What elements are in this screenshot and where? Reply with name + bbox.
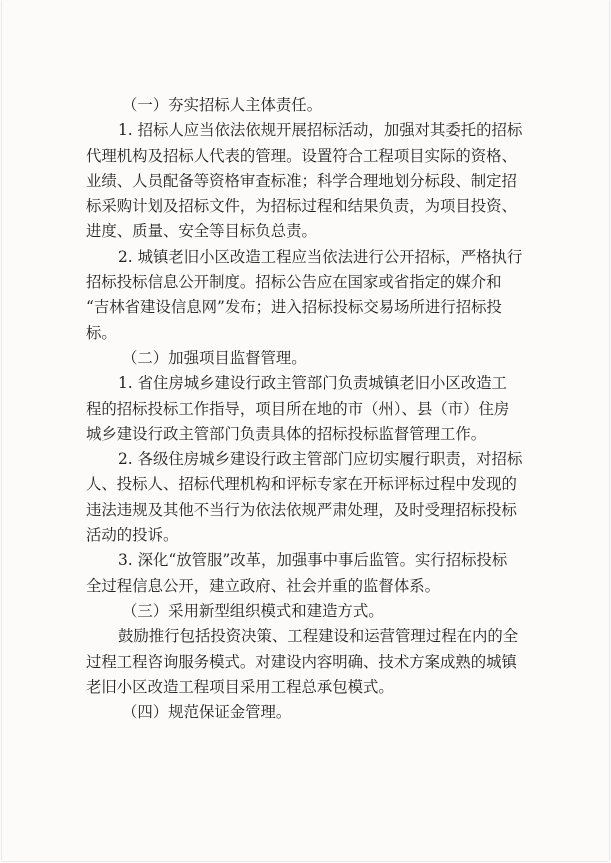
paragraph-line: 过程工程咨询服务模式。对建设内容明确、技术方案成熟的城镇 (86, 652, 517, 671)
paragraph-line: 人、投标人、招标代理机构和评标专家在开标评标过程中发现的 (86, 475, 517, 494)
paragraph-line: 1. 招标人应当依法依规开展招标活动，加强对其委托的招标 (118, 121, 523, 140)
paragraph-line: 1. 省住房城乡建设行政主管部门负责城镇老旧小区改造工 (118, 374, 507, 393)
paragraph-line: 活动的投诉。 (86, 526, 179, 545)
paragraph-line: 老旧小区改造工程项目采用工程总承包模式。 (86, 677, 394, 696)
paragraph-line: 标采购计划及招标文件，为招标过程和结果负责，为项目投资、 (86, 197, 517, 216)
paragraph-line: 代理机构及招标人代表的管理。设置符合工程项目实际的资格、 (86, 146, 517, 165)
paragraph-line: 程的招标投标工作指导，项目所在地的市（州）、县（市）住房 (86, 399, 510, 418)
paragraph-line: 2. 各级住房城乡建设行政主管部门应切实履行职责，对招标 (118, 450, 523, 469)
paragraph-line: 城乡建设行政主管部门负责具体的招标投标监督管理工作。 (86, 424, 487, 443)
paragraph-line: 招标投标信息公开制度。招标公告应在国家或省指定的媒介和 (86, 273, 502, 292)
document-body (86, 93, 546, 725)
section-heading-2: （二）加强项目监督管理。 (122, 348, 307, 367)
document-page (2, 0, 609, 861)
paragraph-line: 鼓励推行包括投资决策、工程建设和运营管理过程在内的全 (118, 627, 519, 646)
section-heading-1: （一）夯实招标人主体责任。 (122, 96, 323, 114)
paragraph-line: 2. 城镇老旧小区改造工程应当依法进行公开招标，严格执行 (118, 247, 523, 266)
paragraph-line: 全过程信息公开，建立政府、社会并重的监督体系。 (86, 576, 440, 595)
paragraph-line: 业绩、人员配备等资格审查标准；科学合理地划分标段、制定招 (86, 171, 517, 190)
section-heading-3: （三）采用新型组织模式和建造方式。 (122, 601, 384, 620)
paragraph-line: 3. 深化“放管服”改革，加强事中事后监管。实行招标投标 (118, 551, 508, 570)
paragraph-line: 违法违规及其他不当行为依法依规严肃处理，及时受理招标投标 (86, 500, 517, 519)
section-heading-4: （四）规范保证金管理。 (122, 703, 292, 722)
paragraph-line: 进度、质量、安全等目标负总责。 (86, 222, 317, 241)
paragraph-line: 标。 (86, 323, 117, 342)
paragraph-line: “吉林省建设信息网”发布；进入招标投标交易场所进行招标投 (86, 298, 502, 317)
